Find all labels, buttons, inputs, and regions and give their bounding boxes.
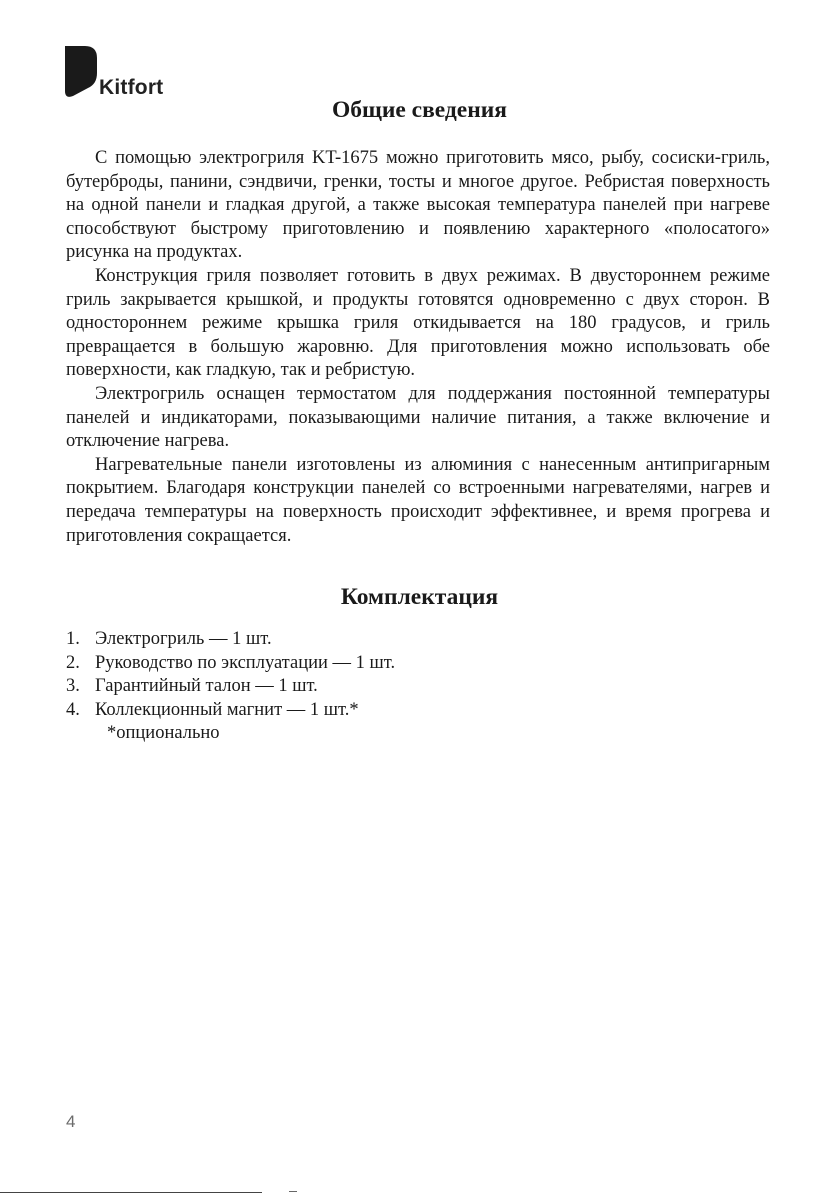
list-item-number: 4. (66, 699, 80, 720)
list-item-text: Коллекционный магнит — 1 шт.* (95, 699, 359, 720)
brand-name: Kitfort (99, 76, 164, 99)
kit-list (66, 628, 395, 746)
paragraph: С помощью электрогриля KT-1675 можно приготовить мясо, рыбу, сосиски-гриль, бутерброды, панини, сэндвичи, гренки, тосты и многое другое. Ребристая поверхность на одной панели и гладкая другой, а также высокая температура панелей при нагреве способствуют быстрому приготовлению и появлению характерного «полосатого» рисунка на продуктах. (66, 148, 770, 263)
list-item-number: 1. (66, 629, 80, 649)
paragraph: Конструкция гриля позволяет готовить в двух режимах. В двустороннем режиме гриль закрывается крышкой, и продукты готовятся одновременно с двух сторон. В одностороннем режиме крышка гриля откидывается на 180 градусов, и гриль превращается в большую жаровню. Для приготовления можно использовать обе поверхности, как гладкую, так и ребристую. (66, 265, 770, 381)
list-item (66, 675, 395, 699)
section-title-general: Общие сведения (331, 97, 508, 123)
list-item (66, 628, 395, 652)
paragraph: Нагревательные панели изготовлены из алюминия с нанесенным антипригарным покрытием. Благодаря конструкции панелей со встроенными нагревателями, нагрев и передача температуры на поверхность происходит эффективнее, и время прогрева и приготовления сокращается. (66, 454, 770, 546)
paragraph: Электрогриль оснащен термостатом для поддержания постоянной температуры панелей и индикаторами, показывающими наличие питания, а также включение и отключение нагрева. (66, 383, 770, 452)
list-item-text: Руководство по эксплуатации — 1 шт. (95, 652, 396, 673)
optional-note: *опционально (107, 723, 220, 744)
list-item-text: Гарантийный талон — 1 шт. (95, 676, 318, 697)
list-item-number: 2. (66, 652, 80, 673)
general-info-text (66, 147, 770, 548)
list-item (66, 699, 395, 723)
list-item (66, 652, 395, 676)
brand-logo (64, 46, 163, 98)
page-number: 4 (66, 1112, 76, 1131)
list-item-number: 3. (66, 676, 80, 697)
list-item-text: Электрогриль — 1 шт. (95, 629, 272, 649)
section-title-kit: Комплектация (340, 584, 499, 610)
footer-mark (289, 1191, 297, 1192)
footer-divider (0, 1192, 262, 1193)
kitfort-logo-icon (64, 46, 98, 98)
